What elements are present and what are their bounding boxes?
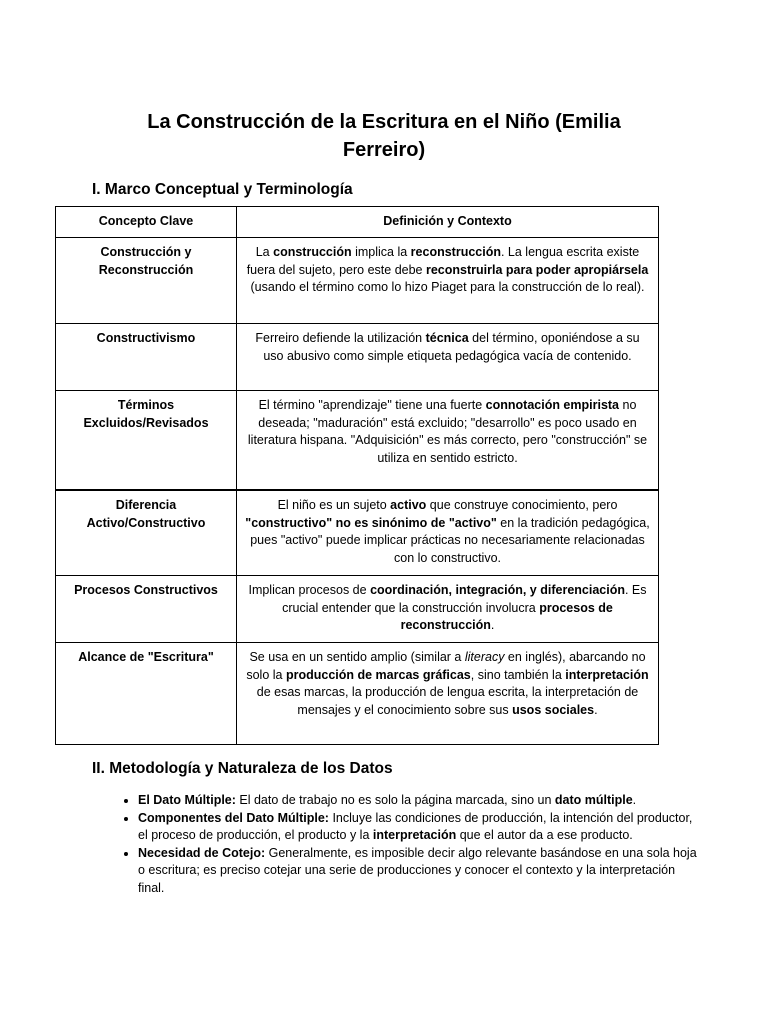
concept-term: Diferencia Activo/Constructivo — [56, 490, 237, 576]
text-run: El dato de trabajo no es solo la página marcada, sino un — [235, 793, 555, 807]
bold-text-run: dato múltiple — [554, 793, 633, 807]
concept-definition — [237, 238, 659, 324]
bold-text-run: "constructivo" no es sinónimo de "activo" — [245, 515, 497, 530]
text-run: Implican procesos de — [248, 583, 371, 597]
concept-definition — [237, 324, 659, 391]
bold-text-run: coordinación, integración, y diferenciación — [370, 583, 625, 597]
bold-text-run: interpretación — [372, 828, 457, 843]
text-run: . La lengua escrita existe fuera del sujeto, pero este debe — [246, 245, 640, 277]
text-run: . — [594, 702, 598, 717]
text-run: El niño es un sujeto — [277, 498, 391, 512]
text-run: en la tradición pedagógica, pues "activo" puede implicar prácticas no necesariamente relacionadas con lo constructivo. — [250, 515, 650, 565]
table-row — [56, 324, 659, 391]
concept-definition — [237, 643, 659, 745]
text-run: La — [255, 245, 274, 259]
table-header-row — [56, 207, 659, 238]
page-title: La Construcción de la Escritura en el Niño (Emilia Ferreiro) — [147, 111, 621, 161]
text-run: (usando el término como lo hizo Piaget para la construcción de lo real). — [250, 280, 645, 295]
bold-text-run: El Dato Múltiple: — [138, 793, 236, 807]
methodology-bullet-list — [110, 792, 704, 898]
concept-term: Términos Excluidos/Revisados — [56, 391, 237, 491]
list-item — [138, 792, 704, 810]
bold-text-run: interpretación — [565, 667, 649, 682]
text-run: El término "aprendizaje" tiene una fuerte — [258, 398, 486, 412]
table-row — [56, 391, 659, 491]
text-run: Incluye las condiciones de producción, la intención del productor, el proceso de producción, el producto y la — [138, 810, 693, 843]
bold-text-run: reconstrucción — [410, 245, 501, 259]
text-run: que construye conocimiento, pero — [426, 498, 618, 512]
concepts-table — [55, 206, 659, 745]
section-heading-metodologia: II. Metodología y Naturaleza de los Datos — [92, 760, 393, 777]
section-heading-marco-conceptual: I. Marco Conceptual y Terminología — [92, 181, 353, 198]
concept-term: Construcción y Reconstrucción — [56, 238, 237, 324]
bold-text-run: producción de marcas gráficas — [285, 667, 471, 682]
text-run: Generalmente, es imposible decir algo relevante basándose en una sola hoja o escritura; es preciso cotejar una serie de producciones y conocer el contexto y la interpretación final. — [138, 845, 697, 895]
text-run: . Es crucial entender que la construcción involucra — [282, 583, 647, 615]
text-run: Se usa en un sentido amplio (similar a — [249, 650, 465, 664]
concept-definition — [237, 490, 659, 576]
bold-text-run: connotación empirista — [485, 398, 620, 412]
concept-definition — [237, 391, 659, 491]
bold-text-run: usos sociales — [512, 702, 595, 717]
concept-term: Procesos Constructivos — [56, 576, 237, 643]
italic-text-run: literacy — [464, 650, 505, 664]
bold-text-run: técnica — [425, 331, 469, 345]
concept-term: Alcance de "Escritura" — [56, 643, 237, 745]
text-run: Ferreiro defiende la utilización — [255, 331, 426, 345]
table-row — [56, 490, 659, 576]
bold-text-run: procesos de reconstrucción — [400, 600, 613, 633]
bold-text-run: reconstruirla para poder apropiársela — [425, 262, 649, 277]
text-run: . — [632, 793, 637, 807]
bold-text-run: Componentes del Dato Múltiple: — [138, 810, 329, 825]
text-run: del término, oponiéndose a su uso abusivo como simple etiqueta pedagógica vacía de contenido. — [263, 331, 640, 363]
table-row — [56, 238, 659, 324]
bold-text-run: construcción — [273, 245, 352, 259]
list-item — [138, 845, 704, 898]
text-run: , sino también la — [470, 667, 566, 682]
text-run: en inglés), abarcando no solo la — [246, 650, 646, 682]
text-run: . — [490, 618, 495, 633]
concept-term: Constructivismo — [56, 324, 237, 391]
column-header-definicion: Definición y Contexto — [237, 207, 659, 238]
column-header-concepto: Concepto Clave — [56, 207, 237, 238]
concept-definition — [237, 576, 659, 643]
bold-text-run: activo — [390, 498, 427, 512]
text-run: que el autor da a ese producto. — [456, 828, 633, 843]
list-item — [138, 810, 704, 845]
table-row — [56, 643, 659, 745]
text-run: implica la — [351, 245, 411, 259]
text-run: de esas marcas, la producción de lengua escrita, la interpretación de mensajes y el conocimiento sobre sus — [256, 685, 639, 717]
table-row — [56, 576, 659, 643]
bold-text-run: Necesidad de Cotejo: — [138, 845, 266, 860]
text-run: no deseada; "maduración" está excluido; "desarrollo" es poco usado en literatura hispana. "Adquisición" es más correcto, pero "construcción" se utiliza en sentido estricto. — [247, 398, 648, 465]
